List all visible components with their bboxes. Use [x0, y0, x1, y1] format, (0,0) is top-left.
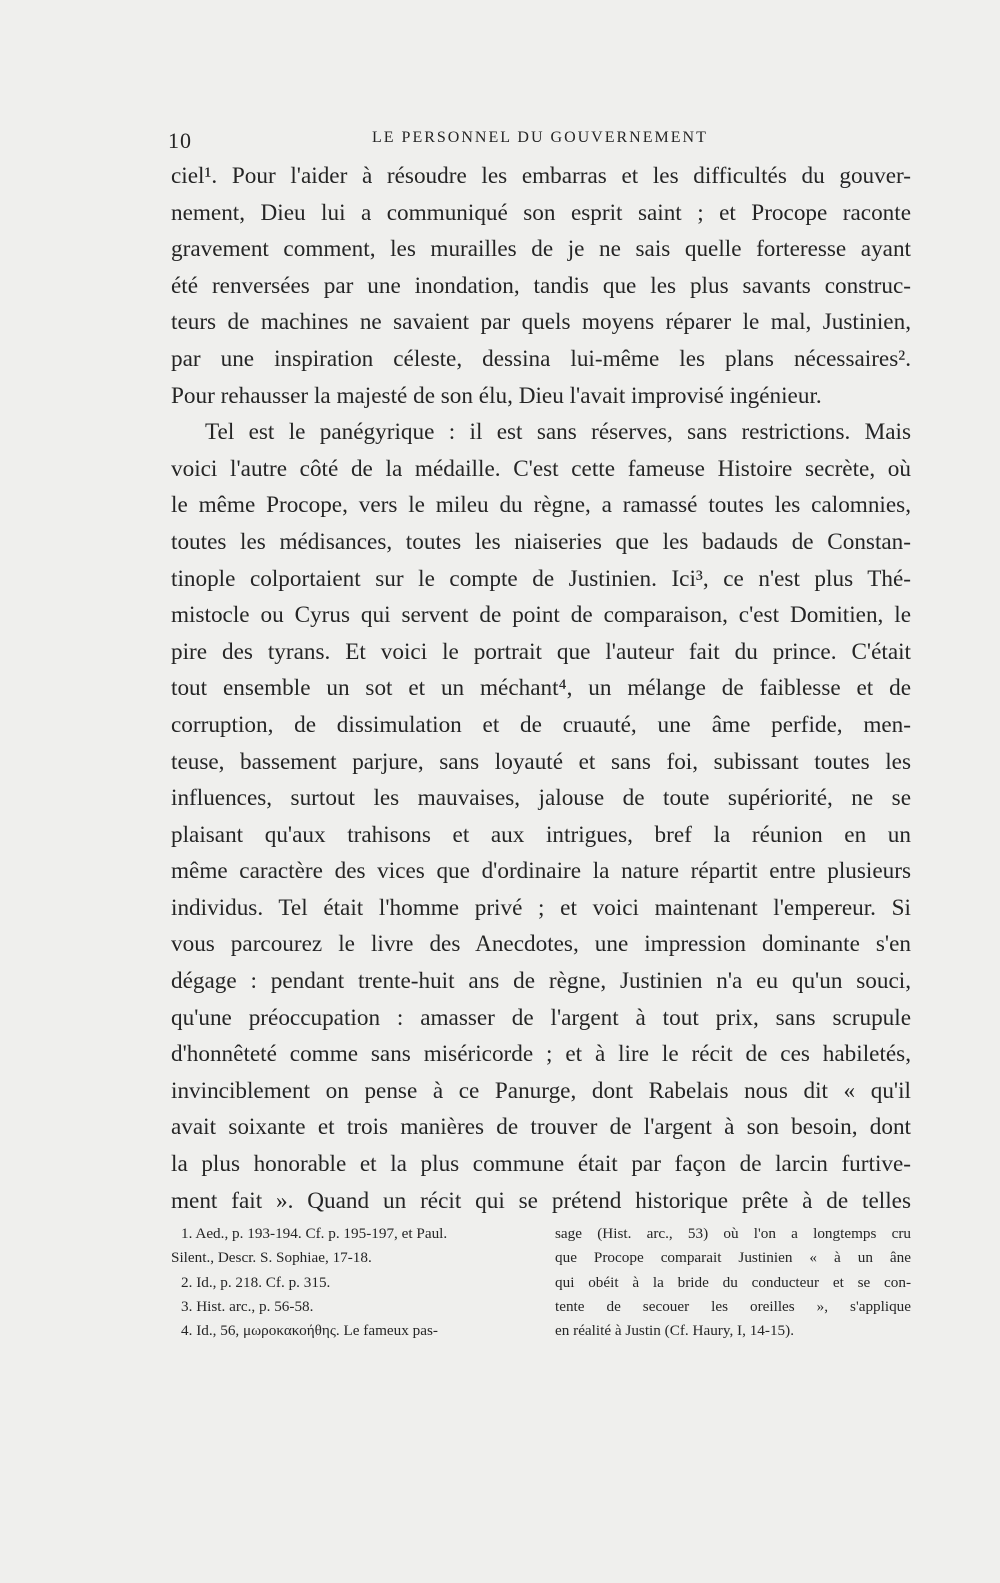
footnote-line: 3. Hist. arc., p. 56-58.: [181, 1297, 314, 1315]
text-line: voici l'autre côté de la médaille. C'est cette fameuse Histoire secrète, où: [171, 455, 911, 482]
page-number: 10: [168, 128, 192, 153]
text-line: d'honnêteté comme sans miséricorde ; et à lire le récit de ces habiletés,: [171, 1041, 911, 1068]
footnote-line: 2. Id., p. 218. Cf. p. 315.: [181, 1273, 331, 1291]
text-line: qu'une préoccupation : amasser de l'argent à tout prix, sans scrupule: [171, 1004, 911, 1031]
text-line: ment fait ». Quand un récit qui se prétend historique prête à de telles: [171, 1187, 911, 1214]
text-line: été renversées par une inondation, tandis que les plus savants construc-: [171, 272, 911, 299]
text-line: vous parcourez le livre des Anecdotes, une impression dominante s'en: [171, 931, 911, 958]
footnotes-right-column: [555, 1222, 911, 1343]
text-line: la plus honorable et la plus commune était par façon de larcin furtive-: [171, 1151, 911, 1178]
text-line: ciel¹. Pour l'aider à résoudre les embarras et les difficultés du gouver-: [171, 163, 911, 189]
text-line: le même Procope, vers le mileu du règne, a ramassé toutes les calomnies,: [171, 492, 911, 519]
text-line: par une inspiration céleste, dessina lui-même les plans nécessaires².: [171, 345, 911, 372]
footnotes: [171, 1222, 911, 1343]
footnotes-left-column: [171, 1222, 521, 1343]
footnote-line: qui obéit à la bride du conducteur et se con-: [555, 1273, 911, 1291]
text-line: mistocle ou Cyrus qui servent de point de comparaison, c'est Domitien, le: [171, 602, 911, 629]
footnote-line: 1. Aed., p. 193-194. Cf. p. 195-197, et Paul.: [181, 1225, 448, 1242]
footnote-line: tente de secouer les oreilles », s'applique: [555, 1297, 911, 1315]
text-line: nement, Dieu lui a communiqué son esprit saint ; et Procope raconte: [171, 199, 911, 226]
text-line: dégage : pendant trente-huit ans de règne, Justinien n'a eu qu'un souci,: [171, 968, 911, 995]
text-line: gravement comment, les murailles de je ne sais quelle forteresse ayant: [171, 236, 911, 263]
text-line: influences, surtout les mauvaises, jalouse de toute supériorité, ne se: [171, 785, 911, 812]
text-line: tinople colportaient sur le compte de Justinien. Ici³, ce n'est plus Thé-: [171, 565, 911, 592]
text-line: teurs de machines ne savaient par quels moyens réparer le mal, Justinien,: [171, 309, 911, 336]
text-line: toutes les médisances, toutes les niaiseries que les badauds de Constan-: [171, 528, 911, 555]
text-line: tout ensemble un sot et un méchant⁴, un mélange de faiblesse et de: [171, 675, 911, 702]
text-line: Pour rehausser la majesté de son élu, Dieu l'avait improvisé ingénieur.: [171, 382, 822, 409]
running-title: LE PERSONNEL DU GOUVERNEMENT: [372, 129, 708, 146]
footnote-line: sage (Hist. arc., 53) où l'on a longtemps cru: [555, 1225, 911, 1242]
footnote-line: que Procope comparait Justinien « à un âne: [555, 1249, 911, 1267]
text-line: plaisant qu'aux trahisons et aux intrigues, bref la réunion en un: [171, 821, 911, 848]
footnote-line: en réalité à Justin (Cf. Haury, I, 14-15).: [555, 1322, 794, 1340]
text-line: individus. Tel était l'homme privé ; et voici maintenant l'empereur. Si: [171, 894, 911, 921]
text-line: teuse, bassement parjure, sans loyauté et sans foi, subissant toutes les: [171, 748, 911, 775]
body-text: [171, 158, 911, 1219]
text-line: Tel est le panégyrique : il est sans réserves, sans restrictions. Mais: [205, 419, 911, 446]
text-line: invinciblement on pense à ce Panurge, dont Rabelais nous dit « qu'il: [171, 1077, 911, 1104]
footnote-line: 4. Id., 56, μωροκακοήθης. Le fameux pas-: [181, 1322, 438, 1340]
text-line: pire des tyrans. Et voici le portrait que l'auteur fait du prince. C'était: [171, 638, 911, 665]
text-line: avait soixante et trois manières de trouver de l'argent à son besoin, dont: [171, 1114, 911, 1141]
footnote-line: Silent., Descr. S. Sophiae, 17-18.: [171, 1249, 372, 1267]
text-line: même caractère des vices que d'ordinaire la nature répartit entre plusieurs: [171, 858, 911, 885]
text-line: corruption, de dissimulation et de cruauté, une âme perfide, men-: [171, 711, 911, 738]
